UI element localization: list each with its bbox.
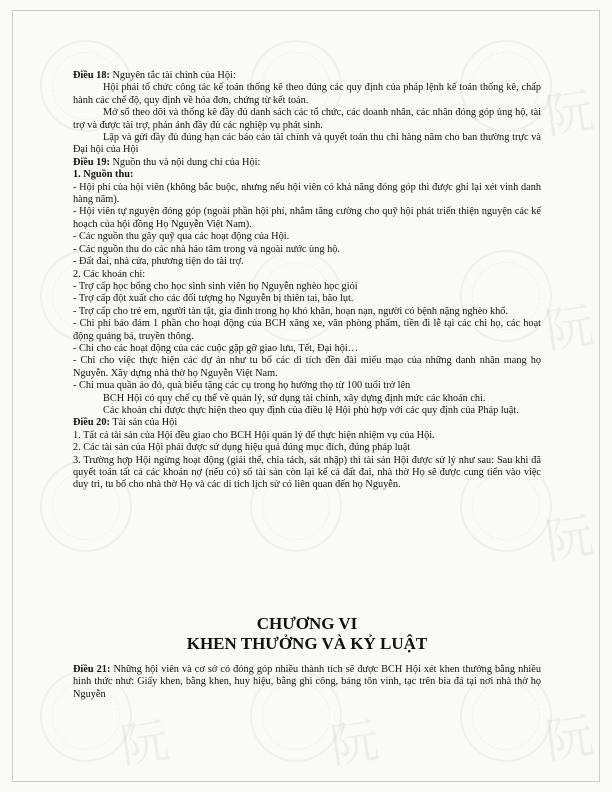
chapter-title: KHEN THƯỞNG VÀ KỶ LUẬT bbox=[186, 634, 428, 653]
article-title: Nguồn thu và nội dung chi của Hội: bbox=[109, 156, 261, 168]
article-text: Những hội viên và cơ sở có đóng góp nhiều thành tích sẽ được BCH Hội xét khen thưởng bằng nhiều hình thức như: Giấy khen, bằng khen, huy hiệu, bằng ghi công, bảng tôn vinh, tạc trên bia đá tại nơi nhà thờ họ Nguyễn bbox=[73, 664, 541, 700]
paragraph: Hội phải tổ chức công tác kế toán thống kê theo đúng các quy định của pháp lệnh kế toán thống kê, chấp hành các chế độ, quy định về hóa đơn, chứng từ kết toán. bbox=[73, 82, 541, 106]
watermark-glyph-icon: 阮 bbox=[541, 297, 598, 361]
list-item: - Chi mua quần áo đỏ, quà biểu tặng các cụ trong họ hưởng thọ từ 100 tuổi trở lên bbox=[73, 380, 411, 392]
document-body-continued bbox=[73, 664, 541, 701]
list-item: 2. Các tài sản của Hội phải được sử dụng hiệu quả đúng mục đích, đúng pháp luật bbox=[73, 442, 411, 454]
document-body bbox=[73, 70, 541, 492]
list-item: - Trợ cấp học bổng cho học sinh sinh viên họ Nguyễn nghèo học giỏi bbox=[73, 280, 358, 292]
paragraph: Lập và gửi đầy đủ đúng hạn các báo cáo tài chính và quyết toán thu chi hàng năm cho ban thường trực và Đại hội của Hội bbox=[73, 132, 541, 156]
article-title: Tài sản của Hội bbox=[109, 417, 178, 429]
watermark-glyph-icon: 阮 bbox=[541, 707, 598, 771]
list-item: 1. Tất cả tài sản của Hội đều giao cho BCH Hội quản lý để thực hiện nhiệm vụ của Hội. bbox=[73, 429, 435, 441]
list-item: - Chi cho các hoạt động của các cuộc gặp gỡ giao lưu, Tết, Đại hội… bbox=[73, 342, 359, 354]
list-item: - Hội viên tự nguyện đóng góp (ngoài phần hội phí, nhằm tăng cường cho quỹ hội phát triển thiện nguyện các kế hoạch của hội đồng Họ Nguyễn Việt Nam). bbox=[73, 206, 541, 230]
chapter-heading bbox=[73, 614, 541, 654]
article-20-heading bbox=[73, 417, 541, 429]
article-label: Điều 19: bbox=[73, 156, 110, 168]
article-19-heading bbox=[73, 157, 541, 169]
watermark-glyph-icon: 阮 bbox=[116, 712, 173, 776]
chapter-number: CHƯƠNG VI bbox=[256, 614, 358, 633]
paragraph: BCH Hội có quy chế cụ thể về quản lý, sử dụng tài chính, xây dựng định mức các khoản chi. bbox=[103, 392, 486, 404]
income-heading: 1. Nguồn thu: bbox=[73, 169, 134, 181]
article-21-paragraph bbox=[73, 664, 541, 701]
list-item: - Đất đai, nhà cửa, phương tiện do tài trợ. bbox=[73, 256, 244, 268]
list-item: - Trợ cấp đột xuất cho các đối tượng họ Nguyễn bị thiên tai, bão lụt. bbox=[73, 293, 354, 305]
list-item: - Chi phí bảo đảm 1 phần cho hoạt động của BCH xăng xe, văn phòng phẩm, tiền đi lễ tại các chi họ, các hoạt động quảng bá, truyền thông. bbox=[73, 318, 541, 342]
paragraph: Các khoản chi được thực hiện theo quy định của điều lệ Hội phù hợp với các quy định của Pháp luật. bbox=[103, 404, 519, 416]
list-item: - Chi cho việc thực hiện các dự án như tu bổ các di tích đền đài miếu mạo của những danh nhân mang họ Nguyễn. Xây dựng nhà thờ họ Nguyễn Việt Nam. bbox=[73, 355, 541, 379]
article-title: Nguyên tắc tài chính của Hội: bbox=[109, 70, 236, 81]
expense-heading: 2. Các khoản chi: bbox=[73, 268, 146, 280]
list-item: - Hội phí của hội viên (không bắc buộc, nhưng nếu hội viên có khả năng đóng góp thì được ghi lại xét vinh danh hàng năm). bbox=[73, 181, 541, 206]
list-item: 3. Trường hợp Hội ngừng hoạt động (giải thể, chia tách, sát nhập) thì tài sản Hội được sử lý như sau: Sau khi đã quyết toán tất cả các khoản nợ (nếu có) số tài sản còn lại kể cả đất đai, nhà thờ Họ sẽ được cung tiến vào việc duy trì, tu bổ cho nhà thờ Họ và các di tích lịch sử có liên quan đến họ Nguyễn. bbox=[73, 454, 541, 491]
watermark-glyph-icon: 阮 bbox=[541, 82, 598, 146]
paragraph: Mở sổ theo dõi và thống kê đầy đủ danh sách các tổ chức, các doanh nhân, các nhân đóng góp ủng hộ, tài trợ và được tài trợ, phản ánh đầy đủ các nghiệp vụ phát sinh. bbox=[73, 107, 541, 131]
article-label: Điều 18: bbox=[73, 70, 110, 81]
list-item: - Các nguồn thu do các nhà hảo tâm trong và ngoài nước ủng hộ. bbox=[73, 243, 340, 255]
article-label: Điều 20: bbox=[73, 417, 110, 429]
watermark-glyph-icon: 阮 bbox=[541, 507, 598, 571]
watermark-glyph-icon: 阮 bbox=[326, 712, 383, 776]
article-18-heading bbox=[73, 70, 541, 82]
list-item: - Trợ cấp cho trẻ em, người tàn tật, gia đình trong họ khó khăn, hoạn nạn, người có bệnh nặng nghèo khổ. bbox=[73, 305, 509, 317]
list-item: - Các nguồn thu gây quỹ qua các hoạt động của Hội. bbox=[73, 231, 290, 243]
article-label: Điều 21: bbox=[73, 664, 111, 675]
